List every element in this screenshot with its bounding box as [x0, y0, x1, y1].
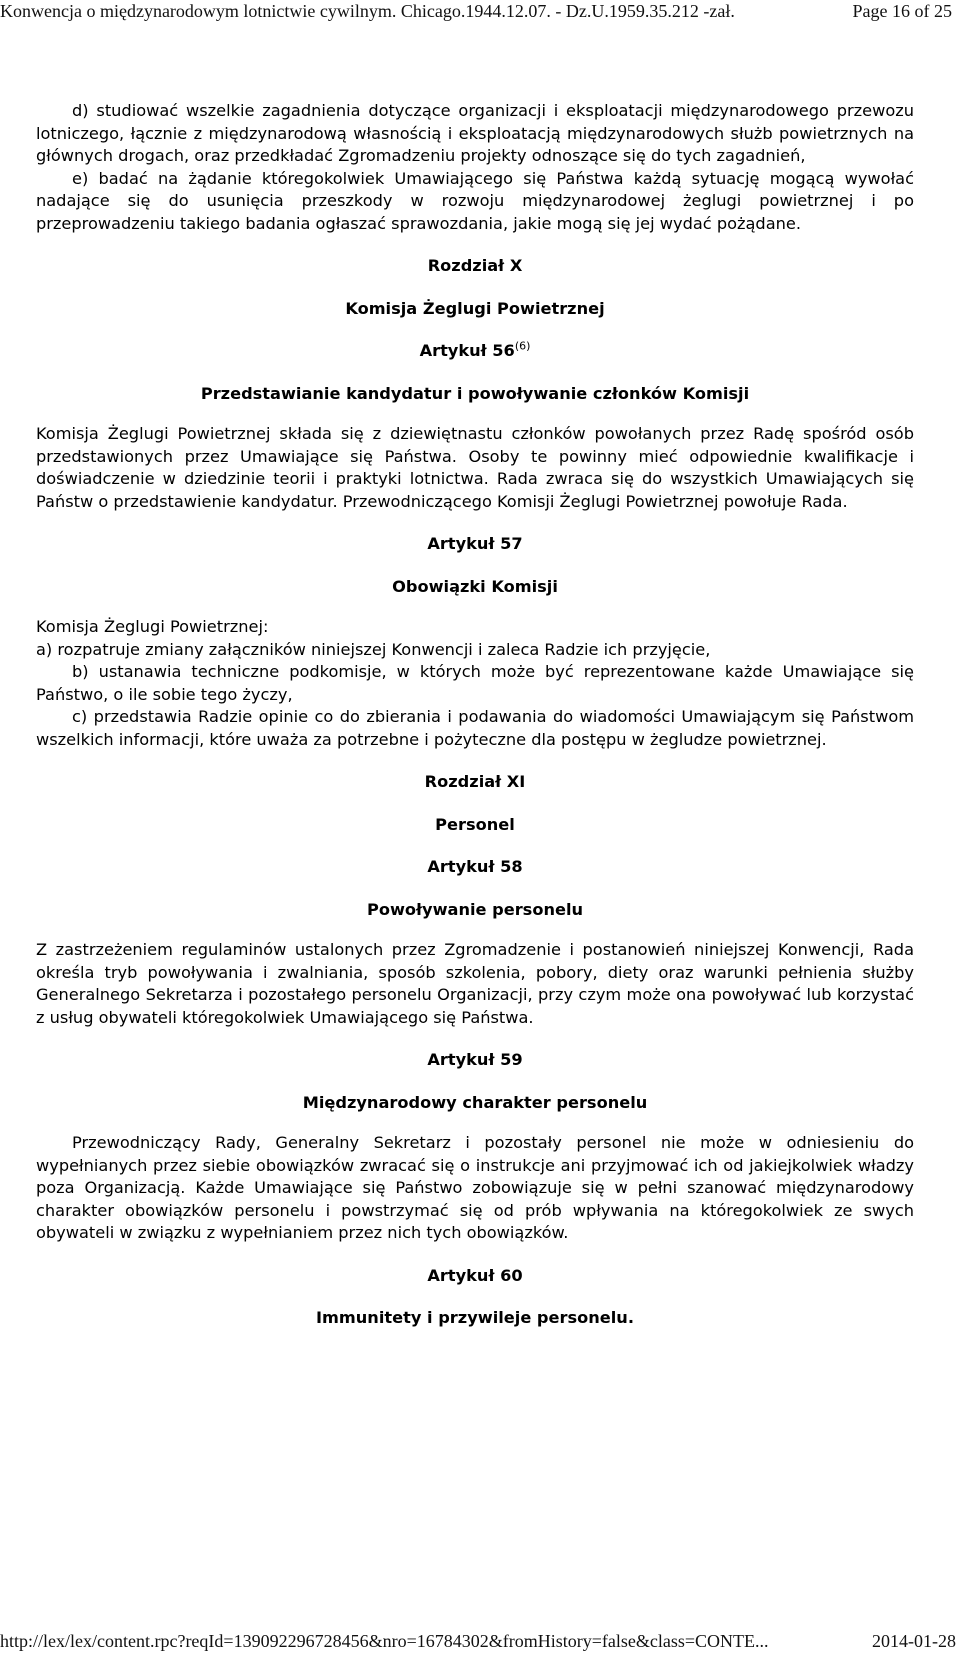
article-57-item-c: c) przedstawia Radzie opinie co do zbierania i podawania do wiadomości Umawiającym się Państwom wszelkich informacji, które uważa za potrzebne i pożyteczne dla postępu w żegludze powietrznej. [36, 707, 914, 749]
chapter-xi-title: Personel [435, 814, 515, 834]
article-59-heading: Artykuł 59 [427, 1050, 523, 1069]
article-56-footnote-ref: (6) [514, 339, 531, 353]
article-56-title: Przedstawianie kandydatur i powoływanie członków Komisji [200, 383, 750, 403]
article-57-heading: Artykuł 57 [427, 534, 523, 553]
chapter-x-title: Komisja Żeglugi Powietrznej [345, 298, 605, 318]
article-60-title: Immunitety i przywileje personelu. [316, 1308, 634, 1327]
chapter-xi-heading: Rozdział XI [424, 772, 526, 791]
source-url: http://lex/lex/content.rpc?reqId=139092296728456&nro=16784302&fromHistory=false&class=CONTE... [0, 1631, 769, 1651]
article-57-item-a: a) rozpatruje zmiany załączników niniejszej Konwencji i zaleca Radzie ich przyjęcie, [36, 639, 711, 659]
article-57-intro: Komisja Żeglugi Powietrznej: [36, 617, 269, 636]
article-56-label: Artykuł 56 [419, 341, 515, 360]
article-60-heading: Artykuł 60 [427, 1265, 523, 1285]
item-d: d) studiować wszelkie zagadnienia dotyczące organizacji i eksploatacji międzynarodowego przewozu lotniczego, łącznie z międzynarodową własnością i eksploatacją międzynarodowych służb powietrznych na głównych drogach, oraz przedkładać Zgromadzeniu projekty odnoszące się do tych zagadnień, [36, 101, 914, 165]
article-58-title: Powoływanie personelu [366, 899, 584, 919]
article-57-title: Obowiązki Komisji [392, 576, 558, 596]
article-56-text: Komisja Żeglugi Powietrznej składa się z dziewiętnastu członków powołanych przez Radę spośród osób przedstawionych przez Umawiające się Państwa. Osoby te powinny mieć odpowiednie kwalifikacje i doświadczenie w dziedzinie teorii i praktyki lotnictwa. Rada zwraca się do wszystkich Umawiających się Państw o przedstawienie kandydatur. Przewodniczącego Komisji Żeglugi Powietrznej powołuje Rada. [36, 424, 914, 511]
article-59-title: Międzynarodowy charakter personelu [302, 1092, 648, 1112]
page-number: Page 16 of 25 [852, 1, 952, 21]
page-header [0, 0, 960, 28]
document-title: Konwencja o międzynarodowym lotnictwie cywilnym. Chicago.1944.12.07. - Dz.U.1959.35.212 -zał. [0, 1, 735, 21]
document-body [36, 100, 914, 1330]
chapter-x-heading: Rozdział X [427, 256, 523, 275]
article-58-heading: Artykuł 58 [427, 857, 523, 876]
print-date: 2014-01-28 [872, 1631, 956, 1651]
article-59-text: Przewodniczący Rady, Generalny Sekretarz i pozostały personel nie może w odniesieniu do wypełnianych przez siebie obowiązków zwracać się o instrukcje ani przyjmować ich od jakiejkolwiek władzy poza Organizacją. Każde Umawiające się Państwo zobowiązuje się w pełni szanować międzynarodowy charakter obowiązków personelu i powstrzymać się od prób wpływania na któregokolwiek ze swych obywateli w związku z wypełnianiem przez nich tych obowiązków. [36, 1133, 914, 1242]
article-57-item-b: b) ustanawia techniczne podkomisje, w których może być reprezentowane każde Umawiające się Państwo, o ile sobie tego życzy, [36, 662, 914, 704]
page-footer [0, 1630, 960, 1654]
item-e: e) badać na żądanie któregokolwiek Umawiającego się Państwa każdą sytuację mogącą wywołać nadające się do usunięcia przeszkody w rozwoju międzynarodowej żeglugi powietrznej i po przeprowadzeniu takiego badania ogłaszać sprawozdania, jakie mogą się jej wydać pożądane. [36, 168, 914, 233]
article-58-text: Z zastrzeżeniem regulaminów ustalonych przez Zgromadzenie i postanowień niniejszej Konwencji, Rada określa tryb powoływania i zwalniania, sposób szkolenia, pobory, diety oraz warunki pełnienia służby Generalnego Sekretarza i pozostałego personelu Organizacji, przy czym może ona powoływać lub korzystać z usług obywateli któregokolwiek Umawiającego się Państwa. [36, 940, 914, 1027]
article-56-heading [36, 340, 914, 363]
